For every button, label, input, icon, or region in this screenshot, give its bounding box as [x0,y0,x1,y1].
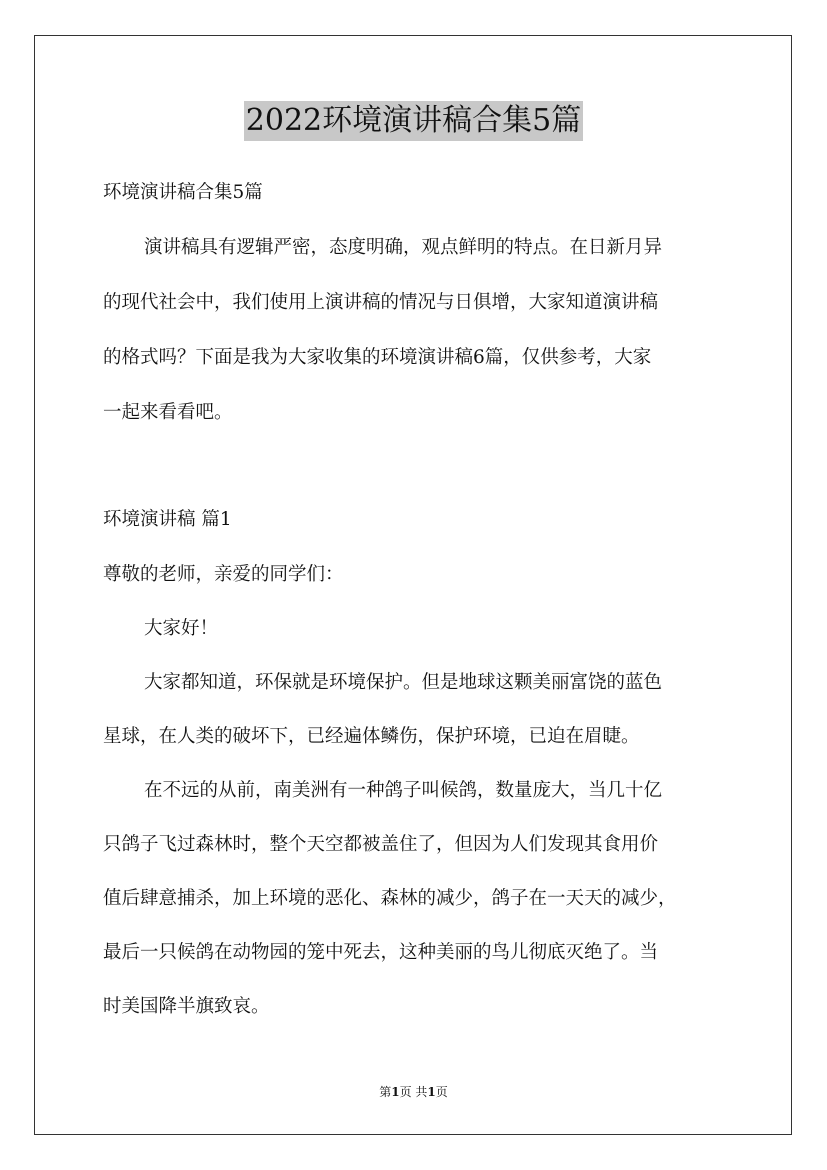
paragraph-line: 最后一只候鸽在动物园的笼中死去，这种美丽的鸟儿彻底灭绝了。当 [103,942,659,963]
greeting: 大家好！ [144,618,219,639]
page-current: 1 [391,1085,400,1099]
intro-line: 的格式吗？下面是我为大家收集的环境演讲稿6篇，仅供参考，大家 [103,347,652,368]
page-mid: 页 共 [399,1085,428,1099]
page-footer [0,1084,827,1100]
paragraph-line: 大家都知道，环保就是环境保护。但是地球这颗美丽富饶的蓝色 [144,672,663,693]
title-container [0,101,827,141]
document-subtitle: 环境演讲稿合集5篇 [103,182,263,203]
paragraph-line: 只鸽子飞过森林时，整个天空都被盖住了，但因为人们发现其食用价 [103,834,659,855]
paragraph-line: 在不远的从前，南美洲有一种鸽子叫候鸽，数量庞大，当几十亿 [144,780,663,801]
salutation: 尊敬的老师，亲爱的同学们： [103,564,344,585]
intro-line: 演讲稿具有逻辑严密，态度明确，观点鲜明的特点。在日新月异 [144,237,663,258]
intro-line: 的现代社会中，我们使用上演讲稿的情况与日俱增，大家知道演讲稿 [103,292,659,313]
section-heading: 环境演讲稿 篇1 [103,509,232,530]
paragraph-line: 值后肆意捕杀，加上环境的恶化、森林的减少，鸽子在一天天的减少， [103,888,677,909]
intro-line: 一起来看看吧。 [103,402,233,423]
page-total: 1 [427,1085,436,1099]
document-title: 2022环境演讲稿合集5篇 [244,101,583,141]
page-prefix: 第 [379,1085,392,1099]
page-suffix: 页 [435,1085,448,1099]
paragraph-line: 星球，在人类的破坏下，已经遍体鳞伤，保护环境，已迫在眉睫。 [103,726,640,747]
paragraph-line: 时美国降半旗致哀。 [103,996,270,1017]
